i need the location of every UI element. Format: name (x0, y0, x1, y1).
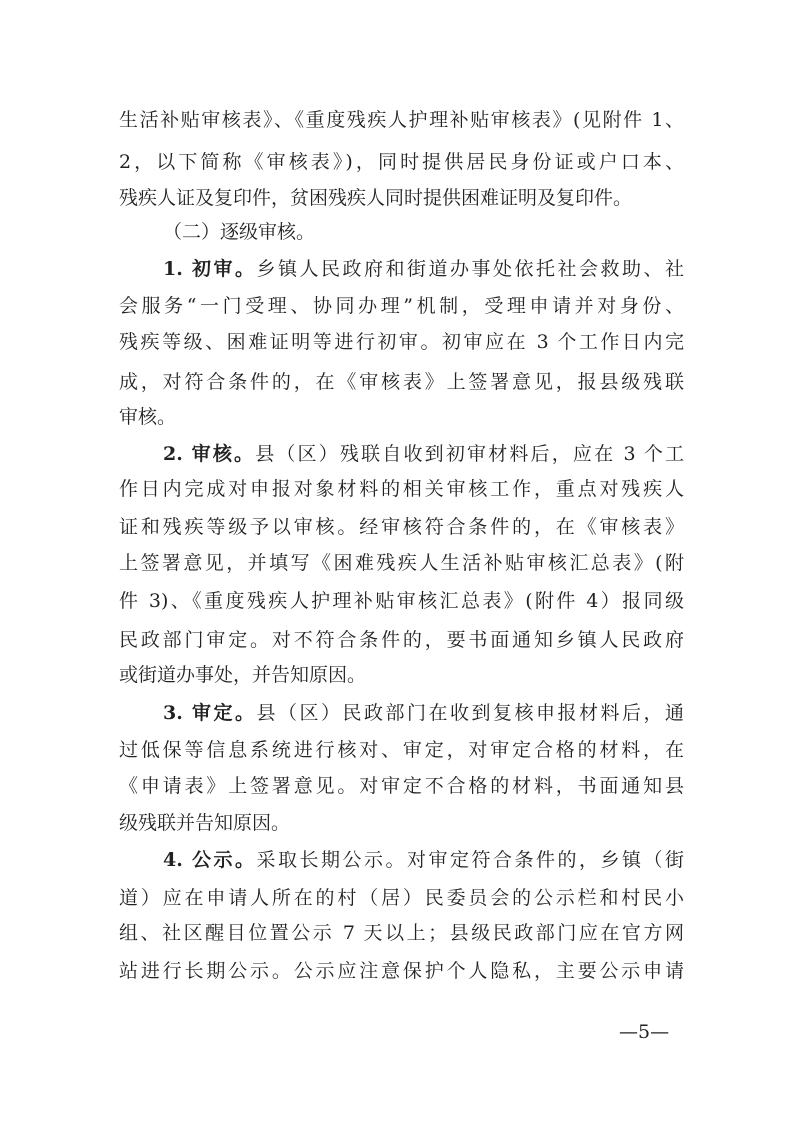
item-line: 过低保等信息系统进行核对、审定，对审定合格的材料，在 (119, 739, 684, 761)
item-title: 3. 审定。 (163, 702, 257, 724)
item-line: 级残联并告知原因。 (119, 812, 291, 834)
item-line: 或街道办事处，并告知原因。 (119, 664, 367, 686)
item-title: 1. 初审。 (163, 258, 257, 280)
section-heading: （二）逐级审核。 (163, 221, 316, 243)
item-text: 县（区）民政部门在收到复核申报材料后，通 (256, 702, 684, 724)
item-line: 审核。 (119, 406, 177, 428)
paragraph-line: 生活补贴审核表》、《重度残疾人护理补贴审核表》(见附件 1、 (119, 109, 684, 131)
item-line: 民政部门审定。对不符合条件的，要书面通知乡镇人民政府 (119, 629, 684, 651)
item-title: 4. 公示。 (163, 849, 257, 871)
item-text: 采取长期公示。对审定符合条件的，乡镇（街 (256, 849, 684, 871)
item-title: 2. 审核。 (163, 443, 256, 465)
item-line: 《申请表》上签署意见。对审定不合格的材料，书面通知县 (119, 775, 684, 797)
item-line: 件 3)、《重度残疾人护理补贴审核汇总表》(附件 4）报同级 (119, 590, 684, 612)
paragraph-line: 2，以下简称《审核表》)，同时提供居民身份证或户口本、 (119, 151, 684, 173)
paragraph-line: 残疾人证及复印件，贫困残疾人同时提供困难证明及复印件。 (119, 187, 633, 209)
item-line: 证和残疾等级予以审核。经审核符合条件的，在《审核表》 (119, 516, 684, 538)
item-line (163, 701, 684, 725)
item-line: 站进行长期公示。公示应注意保护个人隐私，主要公示申请 (119, 960, 684, 982)
item-text: 县（区）残联自收到初审材料后，应在 3 个工 (255, 443, 684, 465)
item-line (163, 848, 684, 872)
item-line: 上签署意见，并填写《困难残疾人生活补贴审核汇总表》(附 (119, 552, 684, 574)
page-number: —5— (619, 1021, 670, 1043)
item-line: 组、社区醒目位置公示 7 天以上；县级民政部门应在官方网 (119, 922, 684, 944)
item-line: 残疾等级、困难证明等进行初审。初审应在 3 个工作日内完 (119, 331, 684, 353)
item-line: 作日内完成对申报对象材料的相关审核工作，重点对残疾人 (119, 478, 684, 500)
item-line (163, 442, 684, 466)
item-text: 乡镇人民政府和街道办事处依托社会救助、社 (256, 258, 684, 280)
item-line: 会服务“一门受理、协同办理”机制，受理申请并对身份、 (119, 295, 684, 317)
item-line (163, 257, 684, 281)
item-line: 成，对符合条件的，在《审核表》上签署意见，报县级残联 (119, 371, 684, 393)
item-line: 道）应在申请人所在的村（居）民委员会的公示栏和村民小 (119, 887, 684, 909)
